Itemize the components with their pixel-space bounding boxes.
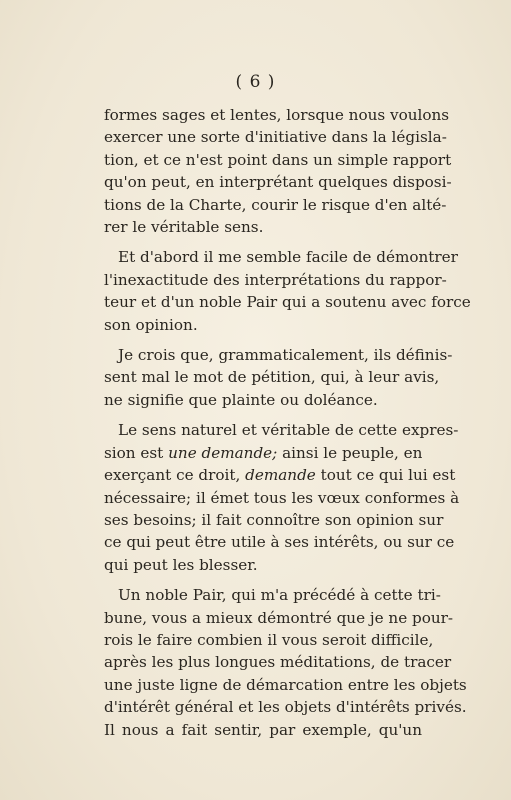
text-segment: exerçant ce droit, (104, 466, 246, 485)
text-line: Le sens naturel et véritable de cette expres- (118, 421, 459, 440)
text-line: Je crois que, grammaticalement, ils définis- (118, 346, 453, 365)
text-line: sent mal le mot de pétition, qui, à leur avis, (104, 368, 440, 387)
text-line: Un noble Pair, qui m'a précédé à cette tri- (118, 586, 441, 605)
paragraph-5 (104, 584, 467, 741)
text-segment: tout ce qui lui est (315, 466, 456, 485)
text-segment: sion est (104, 443, 169, 462)
text-line: qui peut les blesser. (104, 555, 258, 574)
text-line: tion, et ce n'est point dans un simple rapport (104, 150, 452, 169)
text-line: ses besoins; il fait connoître son opinion sur (104, 510, 444, 529)
text-line: nécessaire; il émet tous les vœux conformes à (104, 488, 460, 507)
text-line: ce qui peut être utile à ses intérêts, ou sur ce (104, 533, 455, 552)
text-line: tions de la Charte, courir le risque d'en alté- (104, 195, 447, 214)
text-line: l'inexactitude des interprétations du rappor- (104, 270, 447, 289)
paragraph-2 (104, 246, 471, 336)
paragraph-4 (104, 419, 460, 576)
text-line: qu'on peut, en interprétant quelques disposi- (104, 173, 452, 192)
text-line: après les plus longues méditations, de tracer (104, 653, 452, 672)
text-line: ne signifie que plainte ou doléance. (104, 390, 378, 409)
text-line: bune, vous a mieux démontré que je ne pour- (104, 608, 454, 627)
text-line: d'intérêt général et les objets d'intérêts privés. (104, 698, 467, 717)
text-line: Et d'abord il me semble facile de démontrer (118, 248, 458, 267)
text-line: une juste ligne de démarcation entre les objets (104, 675, 467, 694)
text-line-with-emphasis (104, 464, 456, 486)
text-line: formes sages et lentes, lorsque nous voulons (104, 106, 450, 124)
text-line: exercer une sorte d'initiative dans la législa- (104, 128, 447, 147)
text-line-with-emphasis (104, 442, 422, 464)
text-line: rer le véritable sens. (104, 218, 264, 237)
emphasis-text: une demande; (168, 443, 278, 462)
emphasis-text: demande (245, 466, 316, 485)
paragraph-3 (104, 344, 453, 411)
text-line: teur et d'un noble Pair qui a soutenu avec force (104, 293, 471, 312)
text-line: Il nous a fait sentir, par exemple, qu'un (104, 720, 422, 739)
page-number: ( 6 ) (235, 72, 276, 92)
page-body (104, 104, 471, 741)
text-segment: ainsi le peuple, en (277, 443, 423, 462)
text-line: son opinion. (104, 315, 198, 334)
text-line: rois le faire combien il vous seroit difficile, (104, 630, 434, 649)
paragraph-1 (104, 104, 452, 238)
